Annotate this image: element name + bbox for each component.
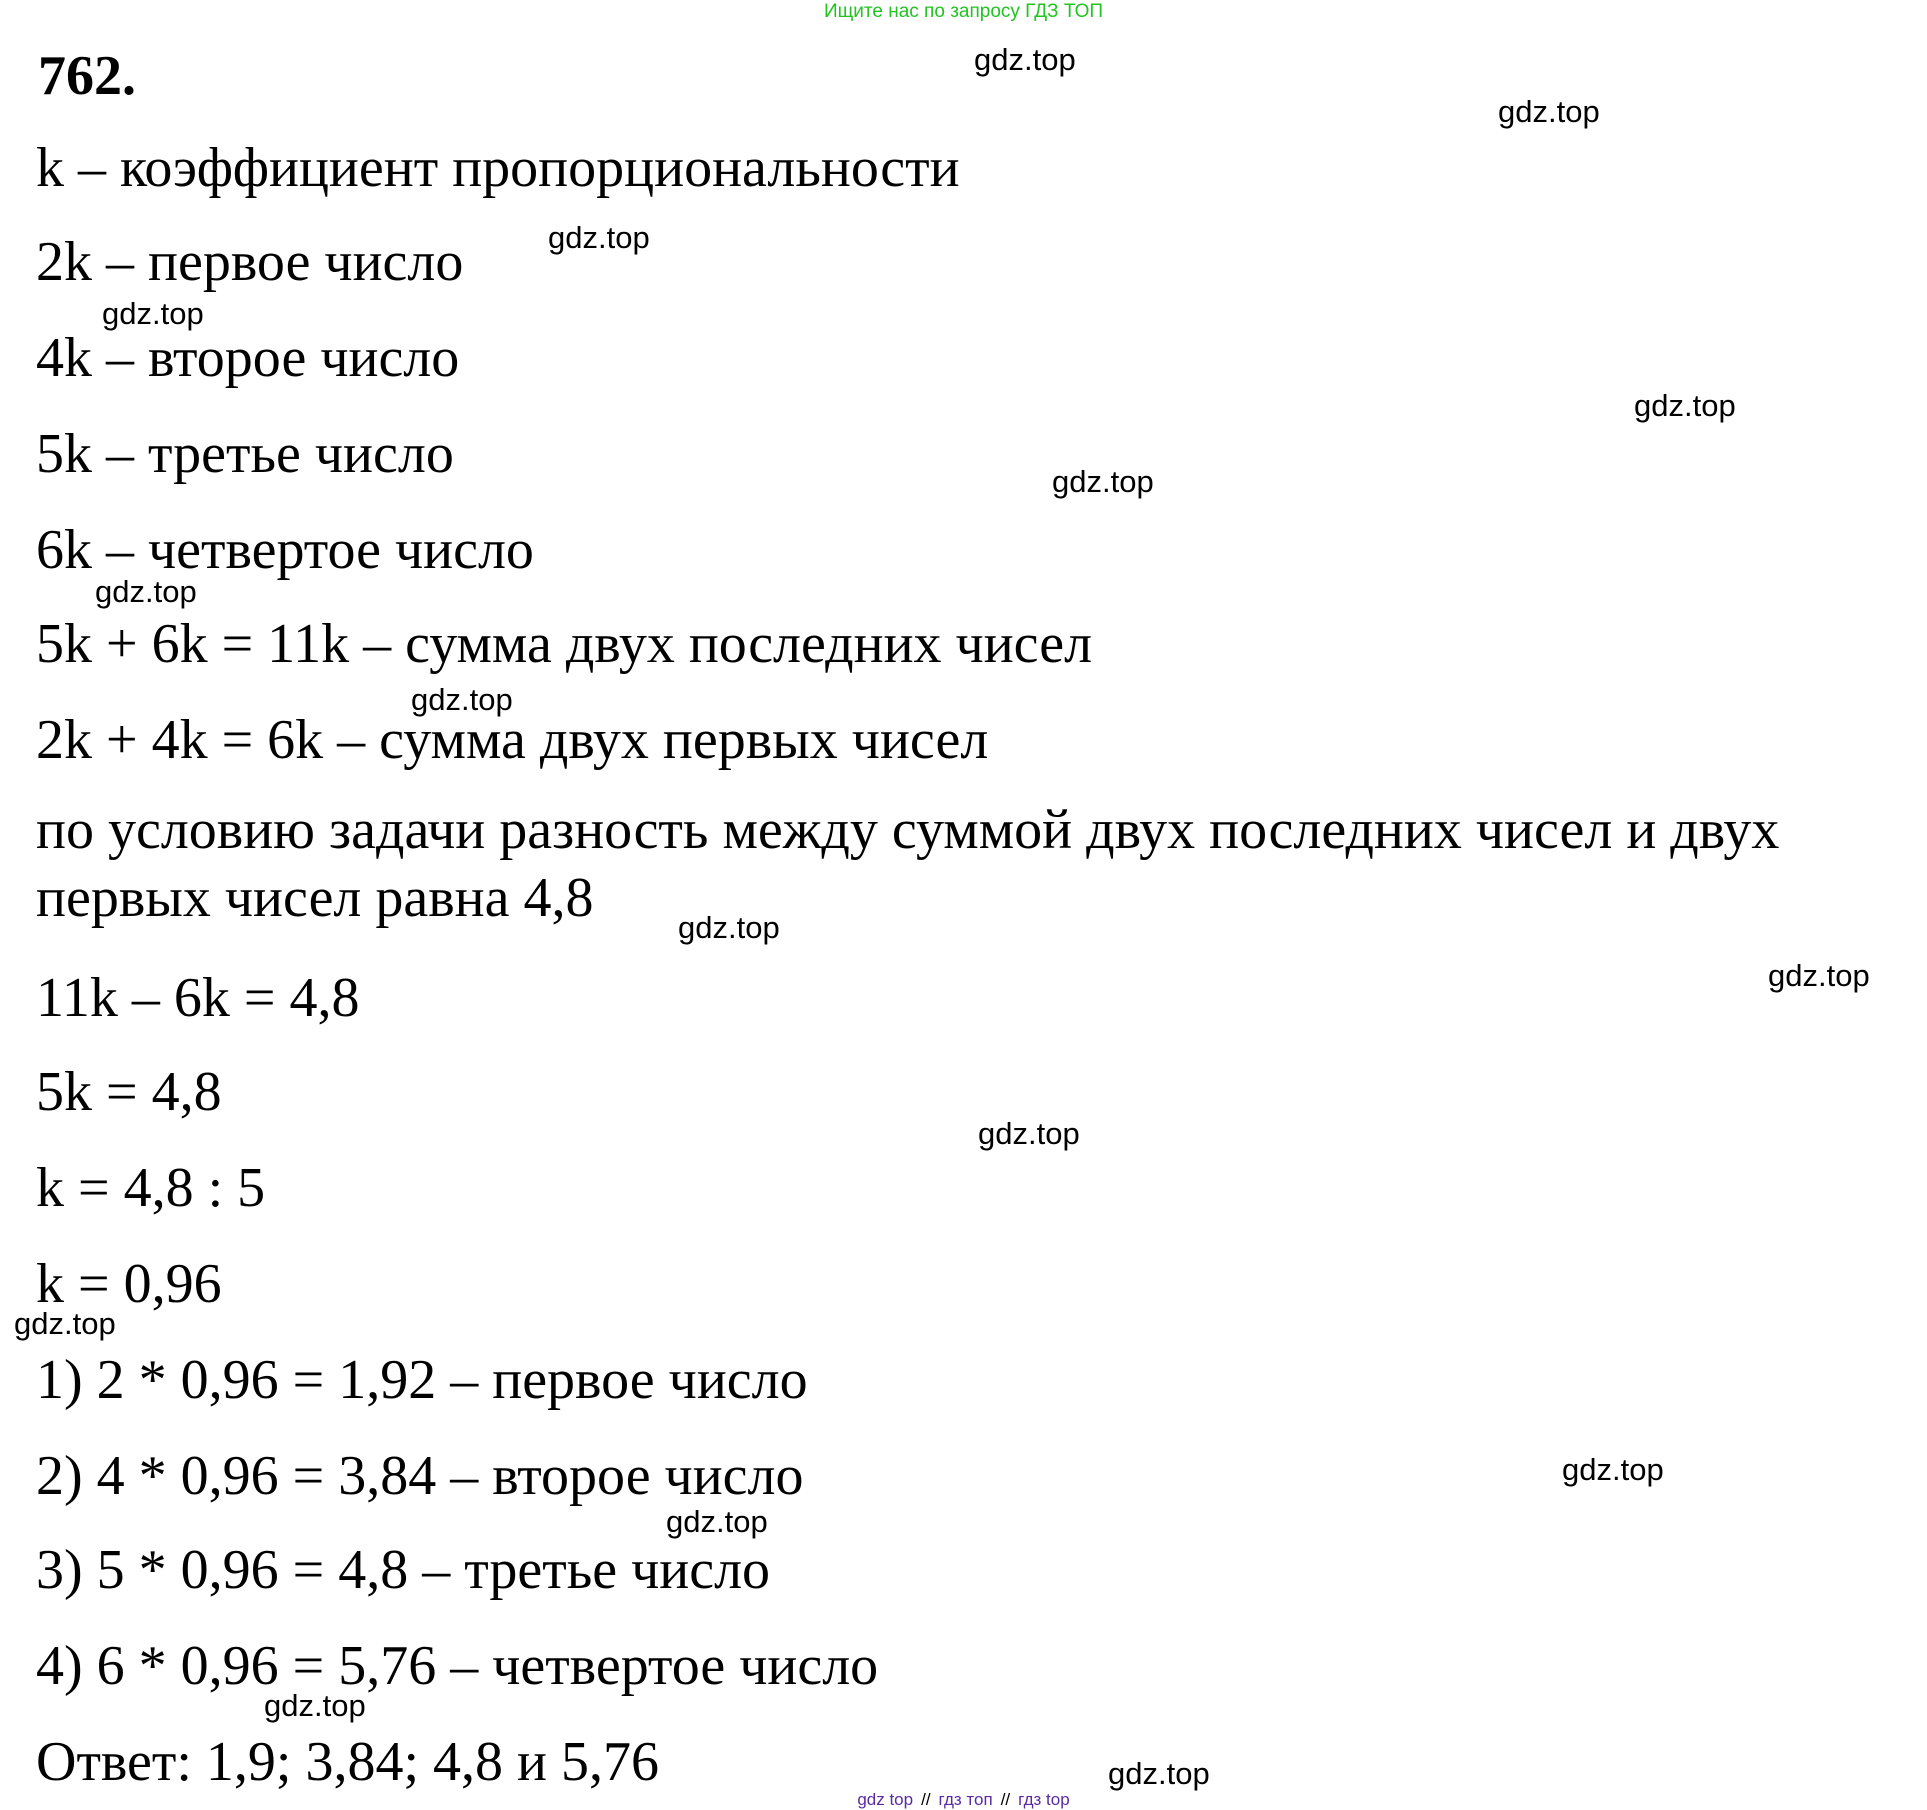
step-line: 1) 2 * 0,96 = 1,92 – первое число: [36, 1349, 808, 1411]
equation-line: 5k = 4,8: [36, 1061, 222, 1123]
step-line: 4) 6 * 0,96 = 5,76 – четвертое число: [36, 1635, 879, 1697]
watermark: gdz.top: [666, 1504, 768, 1539]
equation-line: k = 0,96: [36, 1253, 222, 1315]
definition-line: 4k – второе число: [36, 327, 460, 389]
footer-separator: //: [1000, 1790, 1011, 1809]
sum-line: 5k + 6k = 11k – сумма двух последних чисел: [36, 613, 1093, 675]
watermark: gdz.top: [974, 42, 1076, 77]
definition-line: 6k – четвертое число: [36, 519, 534, 581]
footer: [0, 1790, 1927, 1810]
watermark: gdz.top: [1108, 1756, 1210, 1791]
problem-number: 762.: [38, 45, 136, 107]
watermark: gdz.top: [14, 1306, 116, 1341]
watermark: gdz.top: [1562, 1452, 1664, 1487]
equation-line: k = 4,8 : 5: [36, 1157, 266, 1219]
watermark: gdz.top: [1052, 464, 1154, 499]
definition-line: 5k – третье число: [36, 423, 454, 485]
watermark: gdz.top: [1634, 388, 1736, 423]
watermark: gdz.top: [411, 682, 513, 717]
step-line: 3) 5 * 0,96 = 4,8 – третье число: [36, 1539, 771, 1601]
footer-link[interactable]: gdz top: [857, 1790, 914, 1809]
watermark: gdz.top: [264, 1688, 366, 1723]
footer-separator: //: [921, 1790, 931, 1809]
top-banner: Ищите нас по запросу ГДЗ ТОП: [823, 1, 1104, 22]
watermark: gdz.top: [978, 1116, 1080, 1151]
footer-link[interactable]: гдз top: [1018, 1790, 1070, 1809]
step-line: 2) 4 * 0,96 = 3,84 – второе число: [36, 1445, 804, 1507]
watermark: gdz.top: [102, 296, 204, 331]
footer-link[interactable]: гдз топ: [938, 1790, 993, 1809]
answer-line: Ответ: 1,9; 3,84; 4,8 и 5,76: [36, 1731, 659, 1793]
condition-text: по условию задачи разность между суммой двух последних чисел и двух первых чисел равна 4,8: [36, 799, 1780, 929]
definition-line: 2k – первое число: [36, 231, 464, 293]
watermark: gdz.top: [548, 220, 650, 255]
equation-line: 11k – 6k = 4,8: [36, 967, 360, 1029]
watermark: gdz.top: [678, 910, 780, 945]
watermark: gdz.top: [95, 574, 197, 609]
watermark: gdz.top: [1498, 94, 1600, 129]
definition-line: k – коэффициент пропорциональности: [36, 137, 960, 199]
watermark: gdz.top: [1768, 958, 1870, 993]
sum-line: 2k + 4k = 6k – сумма двух первых чисел: [36, 709, 989, 771]
